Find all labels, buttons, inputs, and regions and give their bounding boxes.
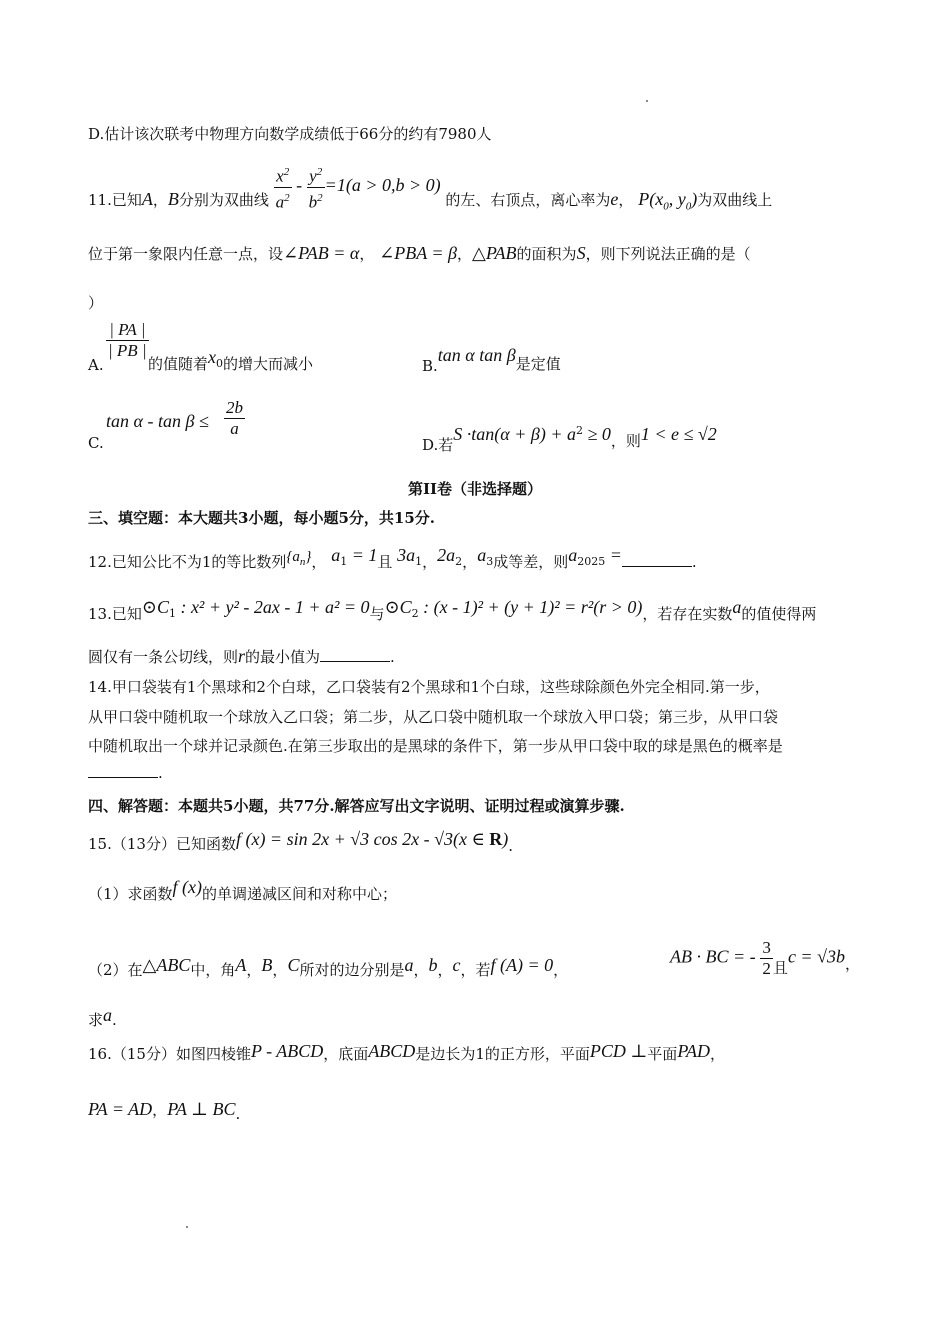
q14-line2: 从甲口袋中随机取一个球放入乙口袋；第二步，从乙口袋中随机取一个球放入甲口袋；第三步，从甲口袋 (88, 708, 779, 726)
q15-stem: 15.（13分）已知函数f (x) = sin 2x + √3 cos 2x - √3(x ∈ R). (88, 829, 514, 855)
q10-option-d: D.估计该次联考中物理方向数学成绩低于66分的约有7980人 (88, 125, 492, 143)
section-ii-title: 第II卷（非选择题） (407, 480, 543, 498)
q13-line2: 圆仅有一条公切线，则r的最小值为 . (88, 646, 395, 666)
answer-blank[interactable] (320, 647, 390, 662)
q14-line3: 中随机取出一个球并记录颜色.在第三步取出的是黑球的条件下，第一步从甲口袋中取的球是黑色的概率是 (88, 737, 783, 755)
point-p: $P(x_0$, $y_0$) (638, 189, 698, 213)
q11-close-paren: ） (88, 294, 104, 312)
part-three-heading: 三、填空题：本大题共3小题，每小题5分，共15分. (88, 509, 435, 527)
vector-dot-product: AB · BC = - $\frac{3}{2}$ 且c = √3b， (670, 938, 860, 978)
q14-answer: . (88, 762, 864, 784)
q15-part1: （1）求函数f (x)的单调递减区间和对称中心； (88, 877, 398, 903)
q11-stem-line2: 位于第一象限内任意一点，设∠PAB = α， ∠PBA = β，△PAB的面积为S，则下列说法正确的是（ (88, 243, 751, 263)
answer-blank[interactable] (88, 763, 158, 778)
q14-line1: 14.甲口袋装有1个黑球和2个白球，乙口袋装有2个黑球和1个白球，这些球除颜色外完全相同.第一步， (88, 678, 770, 696)
q15-ask: 求a. (88, 1005, 117, 1029)
q11-option-a: A. $\frac{| PA |}{| PB |}$ 的值随着$x_0$的增大而减小 (88, 320, 314, 374)
q11-option-d: D.若$S \cdot\tan(\alpha + \beta) + a^2 \ge 0$，则1 < e ≤ √2 (422, 424, 717, 454)
q11-option-c: C. tan α - tan β ≤ $\frac{2b}{a}$ (88, 398, 243, 452)
scan-speck (186, 1226, 188, 1228)
q13-line1: 13.已知$⊙C_1$ : x² + y² - 2ax - 1 + a² = 0与$⊙C_2$ : (x - 1)² + (y + 1)² = r²(r > 0)，若存在实数a的值使得两 (88, 597, 817, 623)
q11-option-b: B.tan α tan β是定值 (422, 345, 561, 375)
q15-part2: （2）在△ABC中，角A，B，C所对的边分别是a，b，c，若f (A) = 0， AB · BC = - $\frac{3}{2}$ 且c = √3b， (88, 938, 860, 979)
q16-conditions: PA = AD，PA ⊥ BC. (88, 1099, 241, 1123)
q11-stem-line1: 11.已知A，B分别为双曲线 $\frac{x^2}{a^2}$ - $\frac{y^2}{b^2}$ =1(a > 0,b > 0) 的左、右顶点，离心率为e， $P(x_0$, $y_0$)为双曲线上 (88, 176, 864, 216)
q16-stem: 16.（15分）如图四棱锥P - ABCD，底面ABCD是边长为1的正方形，平面PCD ⊥平面PAD， (88, 1041, 725, 1063)
hyperbola-equation: $\frac{x^2}{a^2}$ - $\frac{y^2}{b^2}$ =1(a > 0,b > 0) (274, 162, 441, 212)
answer-blank[interactable] (622, 552, 692, 567)
part-four-heading: 四、解答题：本题共5小题，共77分.解答应写出文字说明、证明过程或演算步骤. (88, 797, 625, 815)
q12: 12.已知公比不为1的等比数列$\{a_n\}$， $a_1 = 1$且 $3a_1$，$2a_2$，$a_3$成等差，则$a_{2025}$ = . (88, 545, 697, 571)
scan-speck (646, 100, 648, 102)
